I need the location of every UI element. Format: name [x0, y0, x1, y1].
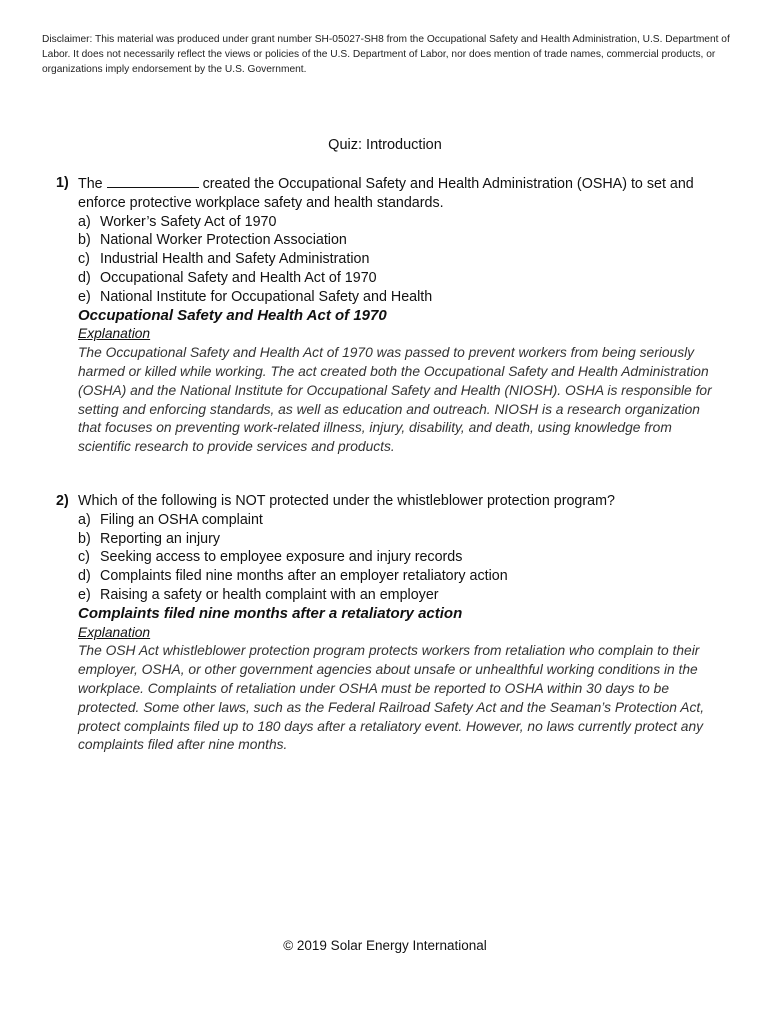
option-b	[78, 530, 726, 549]
option-c	[78, 250, 726, 269]
question-number: 1)	[56, 175, 69, 191]
question-text-end: created the Occupational Safety and Health Administration (OSHA) to set and enforce protective workplace safety and health standards.	[78, 176, 694, 211]
explanation-label: Explanation	[78, 326, 151, 342]
option-text: National Institute for Occupational Safety and Health	[100, 288, 433, 305]
option-letter: d)	[78, 269, 91, 286]
question-text: Which of the following is NOT protected under the whistleblower protection program?	[78, 493, 615, 509]
question-number: 2)	[56, 493, 69, 509]
disclaimer-text: Disclaimer: This material was produced under grant number SH-05027-SH8 from the Occupational Safety and Health Administration, U.S. Department of Labor. It does not necessarily reflect the views or policies of the U.S. Department of Labor, nor does mention of trade names, commercial products, or organizations imply endorsement by the U.S. Government.	[42, 34, 730, 75]
option-d	[78, 269, 726, 288]
explanation-label: Explanation	[78, 624, 151, 640]
option-letter: c)	[78, 549, 90, 566]
quiz-title: Quiz: Introduction	[328, 137, 442, 153]
copyright-footer: © 2019 Solar Energy International	[283, 938, 487, 953]
option-b	[78, 231, 726, 250]
option-letter: c)	[78, 251, 90, 268]
option-text: Worker’s Safety Act of 1970	[100, 213, 277, 230]
option-text: Industrial Health and Safety Administration	[100, 251, 370, 268]
question-text	[78, 174, 726, 213]
correct-answer: Complaints filed nine months after a retaliatory action	[78, 604, 463, 622]
option-text: National Worker Protection Association	[100, 232, 347, 249]
option-letter: b)	[78, 232, 91, 249]
question-text-start: The	[78, 176, 103, 192]
correct-answer: Occupational Safety and Health Act of 1970	[78, 306, 387, 324]
option-letter: e)	[78, 288, 91, 305]
option-text: Filing an OSHA complaint	[100, 511, 263, 528]
option-text: Raising a safety or health complaint with an employer	[100, 586, 439, 603]
options-list	[78, 213, 726, 307]
option-e	[78, 586, 726, 605]
option-text: Reporting an injury	[100, 530, 221, 547]
option-letter: a)	[78, 511, 91, 528]
option-a	[78, 511, 726, 530]
answer-blank	[107, 174, 199, 188]
option-text: Complaints filed nine months after an employer retaliatory action	[100, 568, 508, 585]
question-1	[56, 174, 726, 457]
option-text: Seeking access to employee exposure and injury records	[100, 549, 463, 566]
option-letter: e)	[78, 586, 91, 603]
option-e	[78, 288, 726, 307]
explanation-text: The Occupational Safety and Health Act of 1970 was passed to prevent workers from being seriously harmed or killed while working. The act created both the Occupational Safety and Health Administration (OSHA) and the National Institute for Occupational Safety and Health (NIOSH). OSHA is responsible for setting and enforcing standards, as well as education and outreach. NIOSH is a research organization that focuses on preventing work-related illness, injury, disability, and death, using knowledge from scientific research to provide services and products.	[78, 345, 712, 455]
question-2	[56, 492, 726, 755]
option-c	[78, 548, 726, 567]
option-text: Occupational Safety and Health Act of 1970	[100, 269, 377, 286]
option-letter: b)	[78, 530, 91, 547]
option-letter: d)	[78, 568, 91, 585]
option-d	[78, 567, 726, 586]
option-letter: a)	[78, 213, 91, 230]
options-list	[78, 511, 726, 605]
explanation-text: The OSH Act whistleblower protection program protects workers from retaliation who complain to their employer, OSHA, or other government agencies about unsafe or unhealthful working conditions in the workplace. Complaints of retaliation under OSHA must be reported to OSHA within 30 days to be protected. Some other laws, such as the Federal Railroad Safety Act and the Seaman’s Protection Act, protect complaints filed up to 180 days after a retaliatory event. However, no laws currently protect any complaints filed after nine months.	[78, 643, 705, 753]
option-a	[78, 213, 726, 232]
